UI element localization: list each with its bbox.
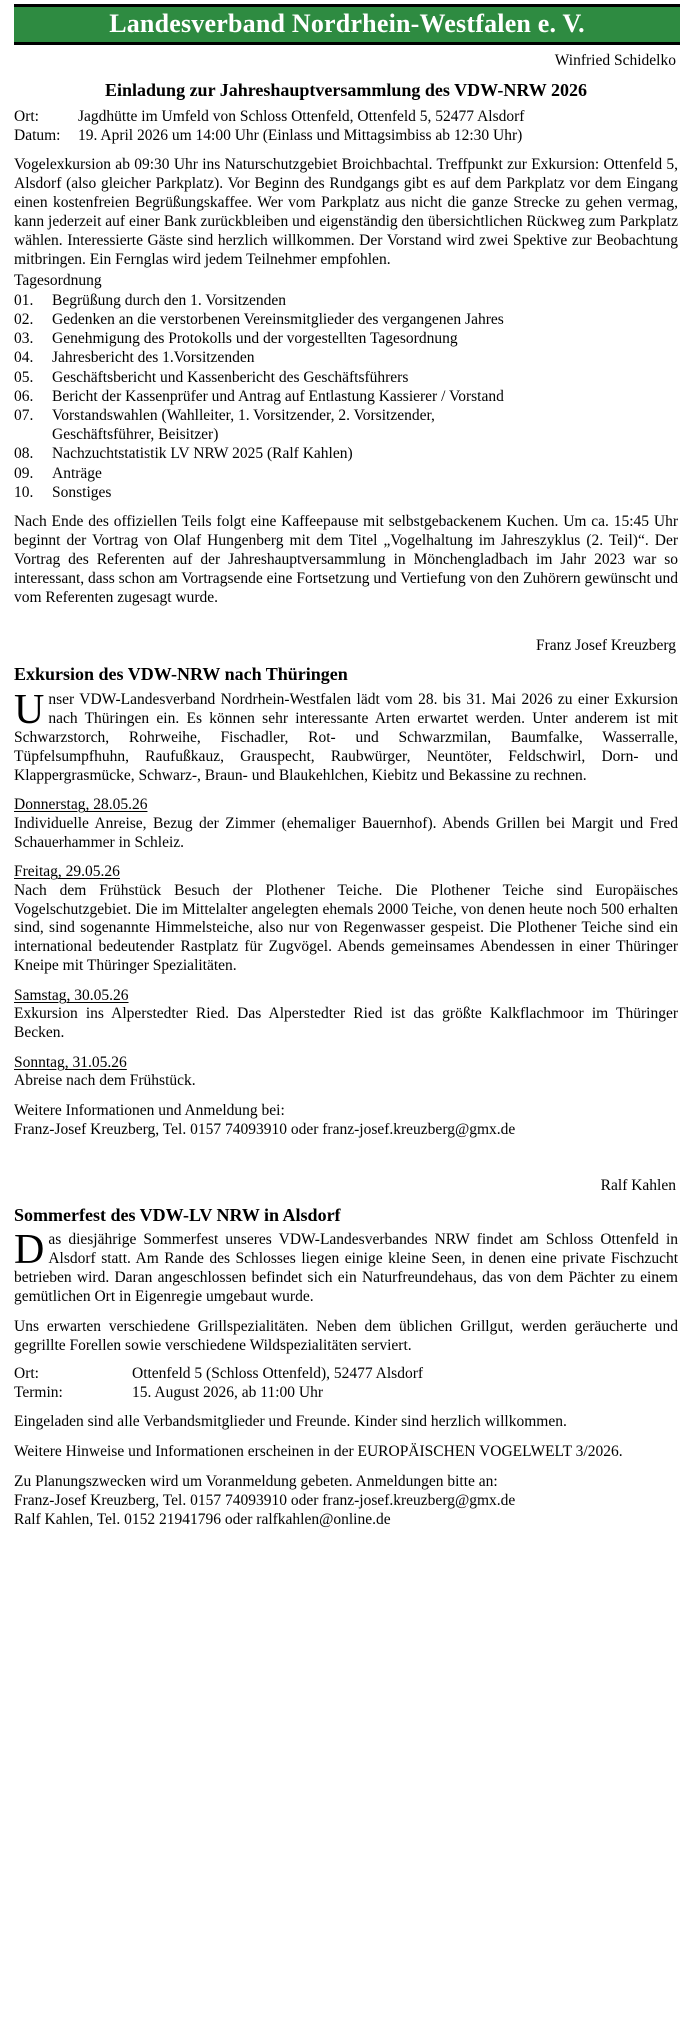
agenda-item xyxy=(14,310,678,329)
excursion-day-heading: Samstag, 30.05.26 xyxy=(14,987,129,1005)
agenda-item xyxy=(14,348,678,367)
agenda-item-text: Anträge xyxy=(52,464,102,482)
jhv-ort-row xyxy=(14,107,678,126)
excursion-intro-paragraph xyxy=(14,686,678,786)
organization-title: Landesverband Nordrhein-Westfalen e. V. xyxy=(109,9,585,38)
jhv-closing-paragraph: Nach Ende des offiziellen Teils folgt eine Kaffeepause mit selbstgebackenem Kuchen. Um ca. 15:45 Uhr beginnt der Vortrag von Olaf Hungenberg mit dem Titel „Vogelhaltung im Jahreszyklus (2. Teil)“. Der Vortrag des Referenten auf der Jahreshauptversammlung in Mönchengladbach im Jahr 2023 war so interessant, dass schon am Vortragsende eine Fortsetzung und Vertiefung von den Zuhörern gewünscht und vom Referenten zugesagt wurde. xyxy=(14,513,678,606)
agenda-item-text: Genehmigung des Protokolls und der vorgestellten Tagesordnung xyxy=(52,330,458,348)
agenda-item xyxy=(14,291,678,310)
excursion-intro-text: nser VDW-Landesverband Nordrhein-Westfalen lädt vom 28. bis 31. Mai 2026 zu einer Exkursion nach Thüringen ein. Es können sehr interessante Arten erwartet werden. Unter anderem ist mit Schwarzstorch, Rohrweihe, Fischadler, Rot- und Schwarzmilan, Baumfalke, Wasserralle, Tüpfelsumpfhuhn, Raufußkauz, Grauspecht, Raubwürger, Neuntöter, Feldschwirl, Dorn- und Klappergrasmücke, Schwarz-, Braun- und Blaukehlchen, Kiebitz und Bekassine zu rechnen. xyxy=(14,690,678,784)
agenda-item-number: 03. xyxy=(14,330,34,348)
sommerfest-intro-text: as diesjährige Sommerfest unseres VDW-Landesverbandes NRW findet am Schloss Ottenfeld in Alsdorf statt. Am Rande des Schlosses liegen einige kleine Seen, in denen eine private Fischzucht betrieben wird. Daran angeschlossen befindet sich ein Naturfreundehaus, das von dem Pächter zu einem gemütlichen Ort in Eigenregie umgebaut wurde. xyxy=(14,1231,678,1306)
excursion-day-text: Abreise nach dem Frühstück. xyxy=(14,1072,196,1090)
sommerfest-drop-cap: D xyxy=(14,1227,45,1274)
agenda-item xyxy=(14,329,678,348)
header-banner xyxy=(14,4,680,45)
sommerfest-intro-paragraph xyxy=(14,1227,678,1307)
agenda-list xyxy=(14,271,678,502)
sommerfest-paragraph-4: Weitere Hinweise und Informationen erscheinen in der EUROPÄISCHEN VOGELWELT 3/2026. xyxy=(14,1443,623,1461)
agenda-item-text: Nachzuchtstatistik LV NRW 2025 (Ralf Kahlen) xyxy=(52,445,353,463)
agenda-item-text: Vorstandswahlen (Wahlleiter, 1. Vorsitzender, 2. Vorsitzender, xyxy=(52,406,435,424)
spacer xyxy=(14,608,678,630)
excursion-info-line-2: Franz-Josef Kreuzberg, Tel. 0157 74093910 oder franz-josef.kreuzberg@gmx.de xyxy=(14,1121,516,1139)
agenda-item xyxy=(14,483,678,502)
agenda-item-text: Bericht der Kassenprüfer und Antrag auf Entlastung Kassierer / Vorstand xyxy=(52,387,504,405)
agenda-item xyxy=(14,368,678,387)
sommerfest-ort-label: Ort: xyxy=(14,1364,39,1382)
sommerfest-ort-row xyxy=(14,1364,678,1383)
spacer xyxy=(14,1356,678,1364)
agenda-item-number: 04. xyxy=(14,349,34,367)
agenda-item-number: 01. xyxy=(14,291,34,309)
sommerfest-contact-2: Ralf Kahlen, Tel. 0152 21941796 oder ralfkahlen@online.de xyxy=(14,1510,391,1528)
excursion-day-heading: Freitag, 29.05.26 xyxy=(14,863,120,881)
byline-excursion-author: Ralf Kahlen xyxy=(600,1177,676,1195)
agenda-item-text-continued: Geschäftsführer, Beisitzer) xyxy=(52,426,219,444)
sommerfest-paragraph-5: Zu Planungszwecken wird um Voranmeldung gebeten. Anmeldungen bitte an: xyxy=(14,1473,498,1491)
sommerfest-termin-row xyxy=(14,1383,678,1402)
sommerfest-paragraph-2: Uns erwarten verschiedene Grillspezialitäten. Neben dem üblichen Grillgut, werden geräucherte und gegrillte Forellen sowie verschiedene Wildspezialitäten serviert. xyxy=(14,1318,678,1354)
jhv-section-title: Einladung zur Jahreshauptversammlung des VDW-NRW 2026 xyxy=(105,79,587,100)
agenda-item xyxy=(14,464,678,483)
agenda-item-number: 07. xyxy=(14,406,34,424)
agenda-item-number: 05. xyxy=(14,368,34,386)
agenda-item-number: 09. xyxy=(14,464,34,482)
jhv-intro-paragraph: Vogelexkursion ab 09:30 Uhr ins Naturschutzgebiet Broichbachtal. Treffpunkt zur Exkursion: Ottenfeld 5, Alsdorf (also gleicher Parkplatz). Vor Beginn des Rundgangs gibt es auf dem Parkplatz vor dem Eingang einen kostenfreien Begrüßungskaffee. Wer vom Parkplatz aus nicht die ganze Strecke zu gehen vermag, kann jederzeit auf einer Bank zurückbleiben und eigenständig den übersichtlichen Rückweg zum Parkplatz wählen. Interessierte Gäste sind herzlich willkommen. Der Vorstand wird zwei Spektive zur Beobachtung mitbringen. Ein Fernglas wird jedem Teilnehmer empfohlen. xyxy=(14,156,678,268)
excursion-day-text: Exkursion ins Alperstedter Ried. Das Alperstedter Ried ist das größte Kalkflachmoor im Thüringer Becken. xyxy=(14,1005,678,1042)
agenda-item xyxy=(14,387,678,406)
document-content xyxy=(0,52,692,1530)
agenda-item-text: Geschäftsbericht und Kassenbericht des Geschäftsführers xyxy=(52,368,409,386)
jhv-datum-row xyxy=(14,126,678,145)
sommerfest-termin-label: Termin: xyxy=(14,1384,63,1402)
jhv-ort-value: Jagdhütte im Umfeld von Schloss Ottenfeld, Ottenfeld 5, 52477 Alsdorf xyxy=(78,107,525,125)
sommerfest-paragraph-3: Eingeladen sind alle Verbandsmitglieder und Freunde. Kinder sind herzlich willkommen. xyxy=(14,1413,567,1431)
excursion-day-text: Nach dem Frühstück Besuch der Plothener Teiche. Die Plothener Teiche sind Europäisches Vogelschutzgebiet. Die im Mittelalter angelegten ehemals 2000 Teiche, von denen heute noch 500 erhalten sind, sind sogenannte Himmelsteiche, also nur von Regenwasser gespeist. Die Plothener Teiche sind ein international bedeutender Rastplatz für Zugvögel. Abends gemeinsames Abendessen in einer Thüringer Kneipe mit Thüringer Spezialitäten. xyxy=(14,881,678,975)
byline-top: Winfried Schidelko xyxy=(554,52,676,70)
spacer xyxy=(14,1140,678,1170)
agenda-item xyxy=(14,406,678,444)
excursion-day-text: Individuelle Anreise, Bezug der Zimmer (ehemaliger Bauernhof). Abends Grillen bei Margit und Fred Schauerhammer in Schleiz. xyxy=(14,814,678,851)
excursion-drop-cap: U xyxy=(14,686,45,733)
excursion-day-heading: Sonntag, 31.05.26 xyxy=(14,1054,127,1072)
agenda-item-text: Jahresbericht des 1.Vorsitzenden xyxy=(52,349,255,367)
agenda-item-number: 10. xyxy=(14,483,34,501)
sommerfest-section-title: Sommerfest des VDW-LV NRW in Alsdorf xyxy=(14,1204,341,1225)
jhv-ort-label: Ort: xyxy=(14,107,39,125)
agenda-item-number: 06. xyxy=(14,387,34,405)
sommerfest-ort-value: Ottenfeld 5 (Schloss Ottenfeld), 52477 Alsdorf xyxy=(132,1364,424,1382)
sommerfest-termin-value: 15. August 2026, ab 11:00 Uhr xyxy=(132,1384,324,1402)
agenda-item-text: Begrüßung durch den 1. Vorsitzenden xyxy=(52,291,287,309)
agenda-item xyxy=(14,444,678,463)
excursion-day-heading: Donnerstag, 28.05.26 xyxy=(14,796,148,814)
sommerfest-contact-1: Franz-Josef Kreuzberg, Tel. 0157 74093910 oder franz-josef.kreuzberg@gmx.de xyxy=(14,1492,516,1510)
excursion-info-line-1: Weitere Informationen und Anmeldung bei: xyxy=(14,1102,285,1120)
jhv-datum-label: Datum: xyxy=(14,126,61,144)
excursion-section-title: Exkursion des VDW-NRW nach Thüringen xyxy=(14,664,348,685)
agenda-heading: Tagesordnung xyxy=(14,272,102,290)
jhv-datum-value: 19. April 2026 um 14:00 Uhr (Einlass und Mittagsimbiss ab 12:30 Uhr) xyxy=(78,126,523,144)
agenda-item-text: Gedenken an die verstorbenen Vereinsmitglieder des vergangenen Jahres xyxy=(52,310,504,328)
header-banner-wrapper xyxy=(0,0,692,45)
agenda-item-number: 02. xyxy=(14,310,34,328)
agenda-item-text: Sonstiges xyxy=(52,483,112,501)
byline-jhv-author: Franz Josef Kreuzberg xyxy=(535,636,676,654)
agenda-item-number: 08. xyxy=(14,445,34,463)
